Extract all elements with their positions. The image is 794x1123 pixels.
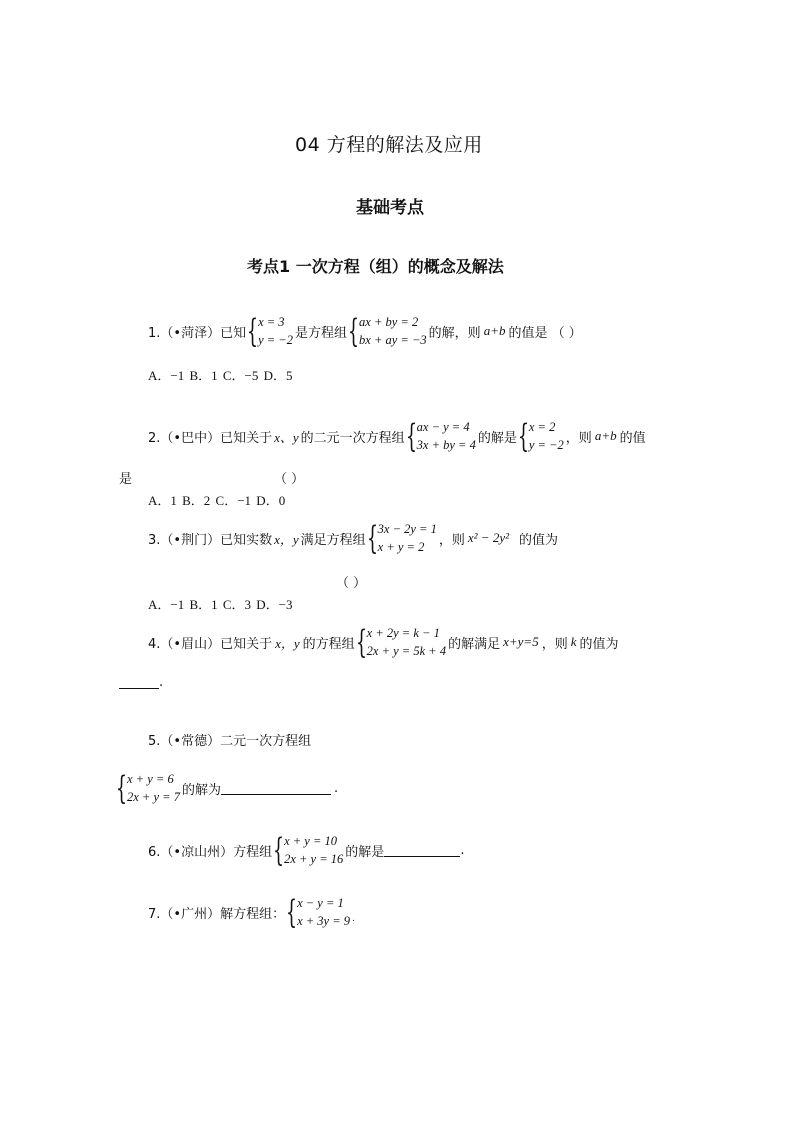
answer-blank[interactable] bbox=[221, 782, 331, 795]
brace-icon: { bbox=[347, 312, 360, 350]
q3-options: A．−1 B．1 C．3 D．−3 bbox=[148, 597, 293, 612]
equation: x + y = 10 bbox=[284, 834, 338, 848]
brace-icon: { bbox=[355, 623, 367, 661]
brace-icon: { bbox=[246, 312, 259, 350]
q4-prefix: 4.（•眉山）已知关于 bbox=[148, 636, 273, 652]
q2-vars: x、y bbox=[274, 429, 299, 445]
q3-suffix2: 的值为 bbox=[518, 532, 558, 548]
equation: x + 2y = k − 1 bbox=[366, 626, 440, 640]
q3-suffix: ，则 bbox=[438, 532, 465, 548]
q7-end: . bbox=[352, 914, 355, 924]
q4-answer-line bbox=[119, 675, 163, 690]
q1-suffix2: 的值是 （ ） bbox=[508, 325, 582, 341]
q4-suffix3: 的值为 bbox=[579, 636, 619, 652]
equation: ax − y = 4 bbox=[416, 420, 470, 434]
q1-system-a bbox=[248, 313, 293, 349]
q4-end: . bbox=[159, 675, 164, 690]
q1-var: a+b bbox=[483, 323, 506, 338]
q4-mid: 的方程组 bbox=[302, 636, 355, 652]
brace-icon: { bbox=[517, 417, 529, 455]
section-heading: 考点1 一次方程（组）的概念及解法 bbox=[247, 257, 504, 276]
answer-blank[interactable] bbox=[384, 844, 460, 857]
q5-system bbox=[117, 770, 180, 806]
page-title: 04 方程的解法及应用 bbox=[295, 134, 483, 156]
q3-expr: x² − 2y² bbox=[467, 530, 509, 545]
q5-line2 bbox=[117, 768, 338, 808]
q1-suffix: 的解，则 bbox=[428, 325, 481, 341]
question-6 bbox=[148, 830, 464, 870]
equation: 3x + by = 4 bbox=[416, 438, 476, 452]
q3-prefix: 3.（•荆门）已知实数 bbox=[148, 532, 273, 548]
equation: ax + by = 2 bbox=[359, 315, 419, 329]
q4-var: k bbox=[570, 634, 577, 649]
q2-options: A．1 B．2 C．−1 D．0 bbox=[148, 493, 286, 508]
q5-suffix: 的解为 bbox=[181, 782, 221, 798]
q3-paren: （ ） bbox=[336, 576, 367, 591]
q1-system-b bbox=[349, 313, 427, 349]
q6-system bbox=[274, 832, 343, 868]
equation: 3x − 2y = 1 bbox=[377, 522, 437, 536]
q2-suffix: ，则 bbox=[565, 430, 592, 446]
brace-icon: { bbox=[405, 417, 417, 455]
brace-icon: { bbox=[115, 769, 128, 807]
q2-prefix: 2.（•巴中）已知关于 bbox=[148, 430, 273, 446]
q3-mid: 满足方程组 bbox=[300, 532, 366, 548]
q6-prefix: 6.（•凉山州）方程组 bbox=[148, 844, 273, 860]
equation: 2x + y = 5k + 4 bbox=[366, 644, 447, 658]
q4-system bbox=[357, 624, 446, 660]
q4-vars: x，y bbox=[275, 635, 300, 651]
brace-icon: { bbox=[285, 893, 298, 931]
q1-prefix: 1.（•菏泽）已知 bbox=[148, 325, 247, 341]
question-3 bbox=[148, 518, 558, 558]
q2-var: a+b bbox=[594, 428, 617, 443]
q2-paren: （ ） bbox=[274, 472, 305, 487]
q4-suffix2: ，则 bbox=[541, 636, 568, 652]
equation: x = 2 bbox=[528, 420, 556, 434]
q2-line2-text: 是 bbox=[119, 472, 133, 487]
q5-prefix: 5.（•常德）二元一次方程组 bbox=[148, 734, 312, 749]
q4-suffix: 的解满足 bbox=[448, 636, 501, 652]
q6-suffix: 的解是 bbox=[345, 844, 385, 860]
q7-prefix: 7.（•广州）解方程组： bbox=[148, 906, 286, 922]
equation: y = −2 bbox=[258, 333, 293, 347]
question-7 bbox=[148, 892, 355, 932]
equation: x − y = 1 bbox=[297, 896, 344, 910]
q4-cond: x+y=5 bbox=[503, 634, 539, 649]
equation: x = 3 bbox=[258, 315, 285, 329]
equation: 2x + y = 7 bbox=[127, 790, 180, 804]
q2-mid: 的二元一次方程组 bbox=[300, 430, 405, 446]
equation: 2x + y = 16 bbox=[284, 852, 344, 866]
question-5 bbox=[148, 730, 311, 749]
question-2 bbox=[148, 416, 646, 456]
question-4 bbox=[148, 622, 619, 662]
equation: x + y = 6 bbox=[127, 772, 174, 786]
q6-end: . bbox=[460, 842, 465, 858]
q2-mid2: 的解是 bbox=[477, 430, 517, 446]
q3-vars: x，y bbox=[274, 531, 299, 547]
q2-system-a bbox=[407, 418, 476, 454]
q1-mid: 是方程组 bbox=[295, 325, 348, 341]
question-1 bbox=[148, 311, 582, 351]
brace-icon: { bbox=[272, 831, 285, 869]
subtitle: 基础考点 bbox=[356, 198, 424, 218]
equation: x + y = 2 bbox=[377, 540, 425, 554]
q2-line2 bbox=[119, 468, 132, 487]
q1-options: A．−1 B．1 C．−5 D．5 bbox=[148, 368, 293, 383]
answer-blank[interactable] bbox=[119, 676, 159, 689]
q7-system bbox=[287, 894, 350, 930]
q2-system-b bbox=[519, 418, 564, 454]
q3-system bbox=[368, 520, 437, 556]
q2-suffix2: 的值 bbox=[619, 430, 646, 446]
equation: y = −2 bbox=[528, 438, 564, 452]
equation: bx + ay = −3 bbox=[359, 333, 427, 347]
equation: x + 3y = 9 bbox=[297, 914, 351, 928]
q5-end: . bbox=[333, 780, 339, 796]
brace-icon: { bbox=[366, 519, 378, 557]
